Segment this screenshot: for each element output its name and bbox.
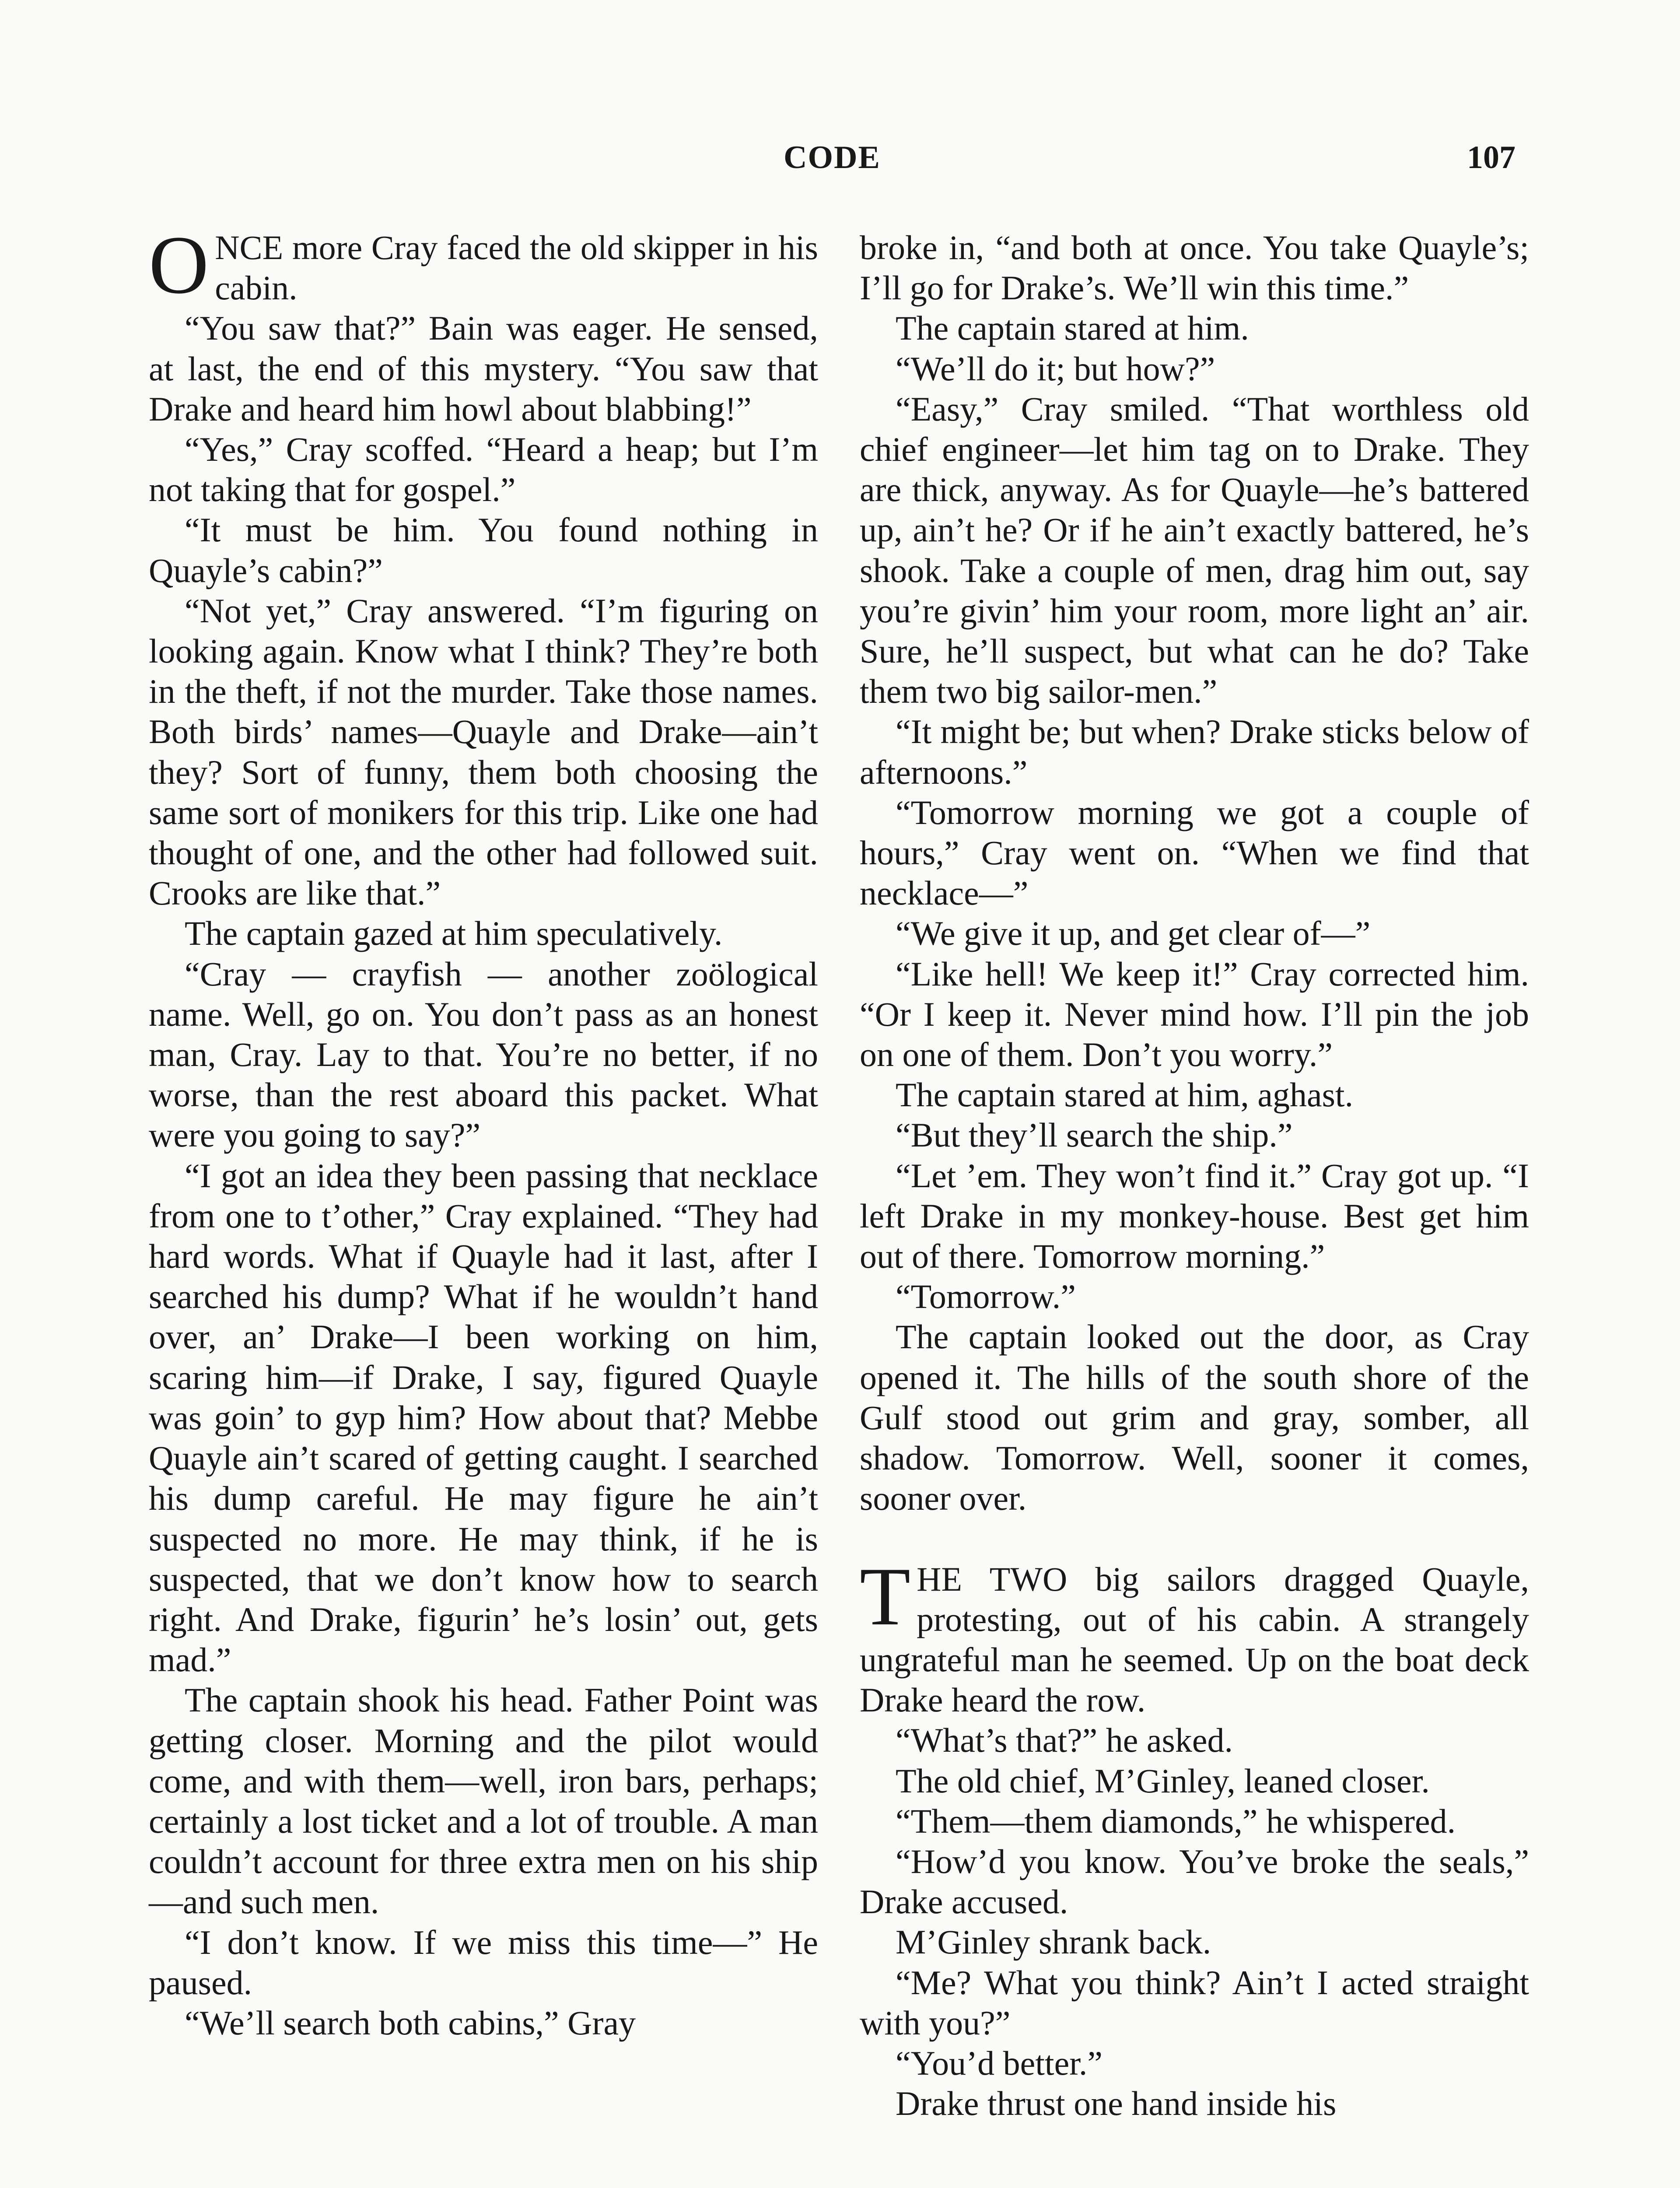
paragraph: “I don’t know. If we miss this time—” He paused. <box>149 1923 818 2002</box>
paragraph: “You saw that?” Bain was eager. He sensed, at last, the end of this mystery. “You saw that Drake and heard him howl about blabbing!” <box>149 309 818 428</box>
page-header <box>149 139 1516 187</box>
paragraph <box>149 219 818 311</box>
paragraph: “I got an idea they been passing that necklace from one to t’other,” Cray explained. “They had hard words. What if Quayle had it last, after I searched his dump? What if he wouldn’t hand over, an’ Drake—I been working on him, scaring him—if Drake, I say, figured Quayle was goin’ to gyp him? How about that? Mebbe Quayle ain’t scared of getting caught. I searched his dump careful. He may figure he ain’t suspected no more. He may think, if he is suspected, that we don’t know how to search right. And Drake, figurin’ he’s losin’ out, gets mad.” <box>149 1156 818 1679</box>
paragraph: “Tomorrow morning we got a couple of hours,” Cray went on. “When we find that necklace—” <box>860 793 1529 912</box>
paragraph: “How’d you know. You’ve broke the seals,” Drake accused. <box>860 1842 1529 1921</box>
paragraph: “Tomorrow.” <box>896 1277 1076 1316</box>
paragraph-text: HE TWO big sailors dragged Quayle, protesting, out of his cabin. A strangely ungrateful man he seemed. Up on the boat deck Drake heard the row. <box>860 1560 1529 1719</box>
paragraph: “We’ll do it; but how?” <box>896 349 1215 388</box>
paragraph: The captain shook his head. Father Point was getting closer. Morning and the pilot would come, and with them—well, iron bars, perhaps; certainly a lost ticket and a lot of trouble. A man couldn’t account for three extra men on his ship—and such men. <box>149 1681 818 1921</box>
paragraph: The old chief, M’Ginley, leaned closer. <box>896 1761 1430 1800</box>
paragraph: “You’d better.” <box>896 2044 1102 2082</box>
paragraph-text: NCE more Cray faced the old skipper in his cabin. <box>215 228 818 307</box>
page-number: 107 <box>1467 140 1516 175</box>
left-column <box>149 219 818 2043</box>
paragraph: “What’s that?” he asked. <box>896 1721 1233 1760</box>
paragraph: “Yes,” Cray scoffed. “Heard a heap; but I’m not taking that for gospel.” <box>149 430 818 509</box>
paragraph: “Let ’em. They won’t find it.” Cray got up. “I left Drake in my monkey-house. Best get him out of there. Tomorrow morning.” <box>860 1156 1529 1276</box>
paragraph: “We’ll search both cabins,” Gray <box>185 2003 636 2042</box>
paragraph: “But they’ll search the ship.” <box>896 1116 1293 1154</box>
section-start-paragraph <box>860 1550 1529 1721</box>
paragraph: “It must be him. You found nothing in Quayle’s cabin?” <box>149 511 818 589</box>
paragraph: The captain gazed at him speculatively. <box>185 914 723 953</box>
paragraph: M’Ginley shrank back. <box>896 1923 1211 1961</box>
paragraph: The captain stared at him, aghast. <box>896 1076 1354 1114</box>
running-title: CODE <box>784 140 881 175</box>
paragraph: “Me? What you think? Ain’t I acted straight with you?” <box>860 1963 1529 2042</box>
paragraph: Drake thrust one hand inside his <box>896 2084 1337 2123</box>
paragraph: “Like hell! We keep it!” Cray corrected him. “Or I keep it. Never mind how. I’ll pin the job on one of them. Don’t you worry.” <box>860 954 1529 1074</box>
paragraph: The captain looked out the door, as Cray opened it. The hills of the south shore of the Gulf stood out grim and gray, somber, all shadow. Tomorrow. Well, sooner it comes, sooner over. <box>860 1318 1529 1518</box>
paragraph: broke in, “and both at once. You take Quayle’s; I’ll go for Drake’s. We’ll win this time.” <box>860 228 1529 307</box>
right-column <box>860 228 1529 2124</box>
drop-cap: T <box>860 1550 911 1643</box>
paragraph: “We give it up, and get clear of—” <box>896 914 1371 953</box>
paragraph: “It might be; but when? Drake sticks below of afternoons.” <box>860 712 1529 791</box>
paragraph: “Them—them diamonds,” he whispered. <box>896 1802 1456 1840</box>
paragraph: “Easy,” Cray smiled. “That worthless old chief engineer—let him tag on to Drake. They are thick, anyway. As for Quayle—he’s battered up, ain’t he? Or if he ain’t exactly battered, he’s shook. Take a couple of men, drag him out, say you’re givin’ him your room, more light an’ air. Sure, he’ll suspect, but what can he do? Take them two big sailor-men.” <box>860 389 1529 711</box>
paragraph: “Not yet,” Cray answered. “I’m figuring on looking again. Know what I think? They’re both in the theft, if not the murder. Take those names. Both birds’ names—Quayle and Drake—ain’t they? Sort of funny, them both choosing the same sort of monikers for this trip. Like one had thought of one, and the other had followed suit. Crooks are like that.” <box>149 591 818 912</box>
paragraph: The captain stared at him. <box>896 309 1249 347</box>
paragraph: “Cray — crayfish — another zoölogical name. Well, go on. You don’t pass as an honest man, Cray. Lay to that. You’re no better, if no worse, than the rest aboard this packet. What were you going to say?” <box>149 954 818 1154</box>
drop-cap: O <box>149 219 209 311</box>
